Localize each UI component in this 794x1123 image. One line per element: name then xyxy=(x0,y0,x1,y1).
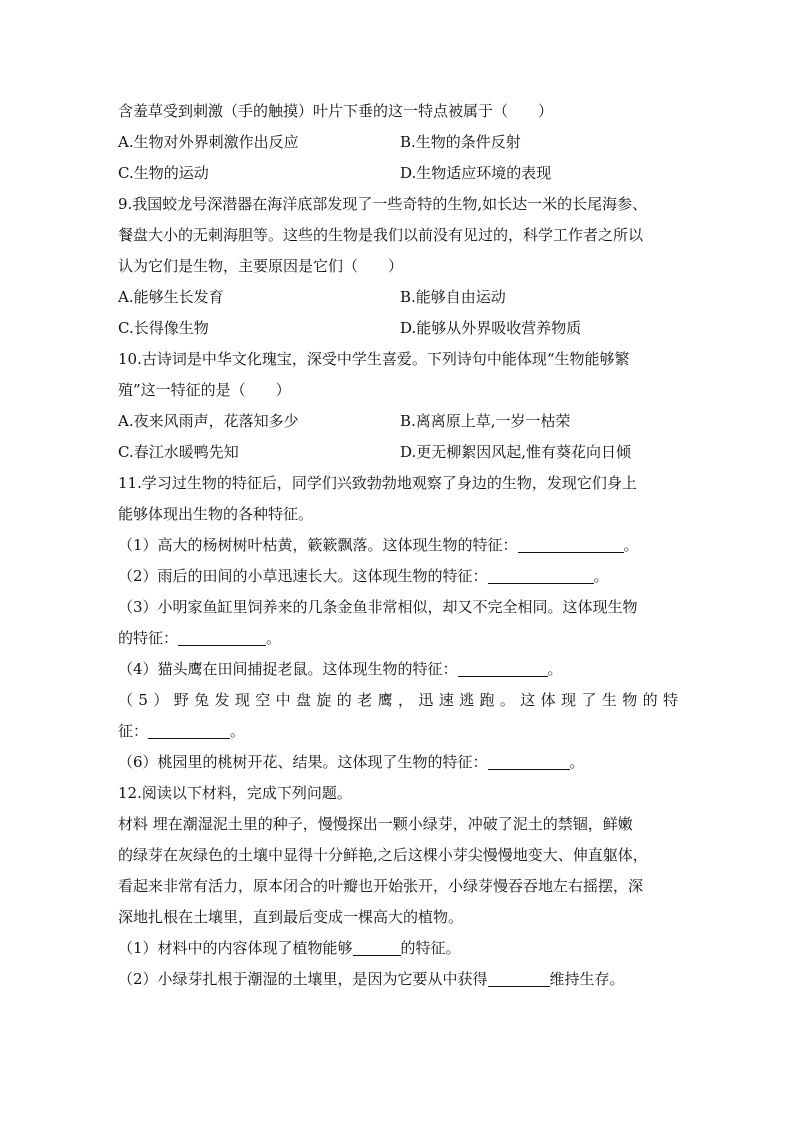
q11-sub-2 xyxy=(118,561,678,592)
q10-option-b: B.离离原上草,一岁一枯荣 xyxy=(400,412,571,430)
q11-sub-3-text: 的特征： xyxy=(118,629,179,647)
q12-sub-1 xyxy=(118,933,678,964)
q11-sub-3-end: 。 xyxy=(266,629,282,647)
q12-material-line-4: 深地扎根在土壤里，直到最后变成一棵高大的植物。 xyxy=(118,908,464,926)
q8-option-b: B.生物的条件反射 xyxy=(400,133,521,151)
q11-sub-1-text: （1）高大的杨树树叶枯黄，簌簌飘落。这体现生物的特征： xyxy=(118,536,518,554)
q12-sub-2-text: （2）小绿芽扎根于潮湿的土壤里，是因为它要从中获得 xyxy=(118,970,488,988)
q8-stem: 含羞草受到刺激（手的触摸）叶片下垂的这一特点被属于（ ） xyxy=(118,102,554,120)
q11-sub-6-blank[interactable] xyxy=(488,752,570,770)
q12-sub-2 xyxy=(118,964,678,995)
q11-sub-4-text: （4）猫头鹰在田间捕捉老鼠。这体现生物的特征： xyxy=(118,660,458,678)
q11-sub-2-blank[interactable] xyxy=(488,566,594,584)
q9-option-c: C.长得像生物 xyxy=(118,319,209,337)
q11-sub-3-line-2 xyxy=(118,623,678,654)
q12-material-line-2: 的绿芽在灰绿色的土壤中显得十分鲜艳,之后这棵小芽尖慢慢地变大、伸直躯体， xyxy=(118,846,648,864)
q11-sub-6-text: （6）桃园里的桃树开花、结果。这体现了生物的特征： xyxy=(118,753,488,771)
q12-sub-1-blank[interactable] xyxy=(353,938,401,956)
q10-options-row-1 xyxy=(118,406,678,437)
q9-stem-line-1: 9.我国蛟龙号深潜器在海洋底部发现了一些奇特的生物,如长达一米的长尾海参、 xyxy=(118,195,648,213)
q11-sub-2-end: 。 xyxy=(593,567,609,585)
q11-sub-5-line-2 xyxy=(118,716,678,747)
q11-sub-3-blank[interactable] xyxy=(178,628,266,646)
q11-stem-line-2: 能够体现出生物的各种特征。 xyxy=(118,505,314,523)
worksheet-page xyxy=(118,96,678,995)
q8-options-row-2 xyxy=(118,158,678,189)
q8-option-a: A.生物对外界刺激作出反应 xyxy=(118,133,299,151)
q11-sub-1 xyxy=(118,530,678,561)
q11-sub-6-end: 。 xyxy=(569,753,585,771)
q11-sub-5-line-1: （5）野兔发现空中盘旋的老鹰，迅速逃跑。这体现了生物的特 xyxy=(118,691,678,709)
q12-material-line-3: 看起来非常有活力，原本闭合的叶瓣也开始张开，小绿芽慢吞吞地左右摇摆，深 xyxy=(118,877,644,895)
q11-sub-5-end: 。 xyxy=(230,722,246,740)
q11-sub-3-line-1: （3）小明家鱼缸里饲养来的几条金鱼非常相似，却又不完全相同。这体现生物 xyxy=(118,598,638,616)
q9-options-row-2 xyxy=(118,313,678,344)
q10-options-row-2 xyxy=(118,437,678,468)
q11-sub-5-blank[interactable] xyxy=(148,721,230,739)
q9-option-a: A.能够生长发育 xyxy=(118,288,224,306)
q10-stem-line-2: 殖”这一特征的是（ ） xyxy=(118,381,291,399)
q9-option-b: B.能够自由运动 xyxy=(400,288,506,306)
q9-options-row-1 xyxy=(118,282,678,313)
q12-sub-1-text: （1）材料中的内容体现了植物能够 xyxy=(118,939,353,957)
q8-option-d: D.生物适应环境的表现 xyxy=(400,164,552,182)
q12-sub-2-blank[interactable] xyxy=(488,969,550,987)
q9-stem-line-3: 认为它们是生物，主要原因是它们（ ） xyxy=(118,257,404,275)
q11-sub-1-blank[interactable] xyxy=(518,535,624,553)
q9-stem-line-2: 餐盘大小的无刺海胆等。这些的生物是我们以前没有见过的，科学工作者之所以 xyxy=(118,226,644,244)
q11-sub-4-blank[interactable] xyxy=(458,659,548,677)
q11-sub-4-end: 。 xyxy=(547,660,563,678)
q9-option-d: D.能够从外界吸收营养物质 xyxy=(400,319,582,337)
q11-sub-4 xyxy=(118,654,678,685)
q10-option-a: A.夜来风雨声，花落知多少 xyxy=(118,412,299,430)
q12-material-line-1: 材料 埋在潮湿泥土里的种子，慢慢探出一颗小绿芽，冲破了泥土的禁锢，鲜嫩 xyxy=(118,815,633,833)
q10-stem-line-1: 10.古诗词是中华文化瑰宝，深受中学生喜爱。下列诗句中能体现“生物能够繁 xyxy=(118,350,630,368)
q11-sub-1-end: 。 xyxy=(623,536,639,554)
q12-sub-1-end: 的特征。 xyxy=(400,939,461,957)
q11-sub-2-text: （2）雨后的田间的小草迅速长大。这体现生物的特征： xyxy=(118,567,488,585)
q10-option-d: D.更无柳絮因风起,惟有葵花向日倾 xyxy=(400,443,632,461)
q11-stem-line-1: 11.学习过生物的特征后，同学们兴致勃勃地观察了身边的生物，发现它们身上 xyxy=(118,474,637,492)
q12-title: 12.阅读以下材料，完成下列问题。 xyxy=(118,784,352,802)
q10-option-c: C.春江水暖鸭先知 xyxy=(118,443,239,461)
q11-sub-6 xyxy=(118,747,678,778)
q8-option-c: C.生物的运动 xyxy=(118,164,209,182)
q12-sub-2-end: 维持生存。 xyxy=(549,970,625,988)
q11-sub-5-text: 征： xyxy=(118,722,149,740)
q8-options-row-1 xyxy=(118,127,678,158)
